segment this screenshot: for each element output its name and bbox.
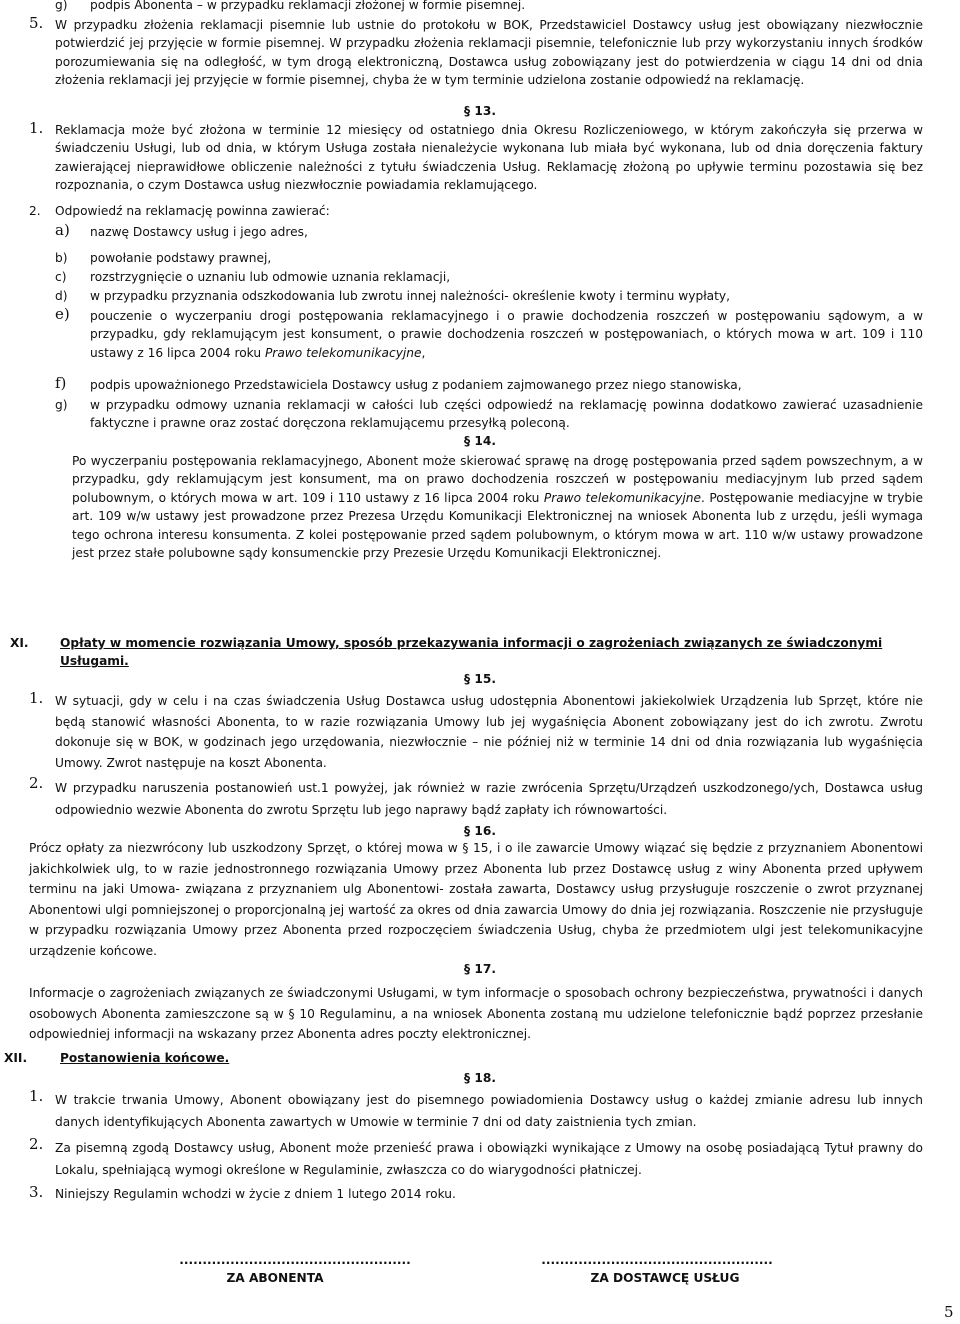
section-heading: § 18. [464, 1071, 496, 1085]
signature-line-right: .................................................. [541, 1253, 773, 1267]
paragraph-number: 2. [29, 1135, 44, 1153]
paragraph-text: Po wyczerpaniu postępowania reklamacyjnego, Abonent może skierować sprawę na drogę postępowania przed sądem powszechnym, a w przypadku, gdy reklamującym jest konsument, ma on prawo dochodzenia roszczeń w postępowaniu mediacyjnym lub przed sądem polubownym, o których mowa w art. 109 i 110 ustawy z 16 lipca 2004 roku Prawo telekomunikacyjne. Postępowanie mediacyjne w trybie art. 109 w/w ustawy jest prowadzone przez Prezesa Urzędu Komunikacji Elektronicznej na wniosek Abonenta lub z urzędu, jeśli wymaga tego ochrona interesu konsumenta. Z kolei postępowanie przed sądem polubownym, o którym mowa w art. 110 w/w ustawy prowadzone jest przez stałe polubowne sądy konsumenckie przy Prezesie Urzędu Komunikacji Elektronicznej. [72, 454, 923, 561]
list-label: a) [55, 221, 70, 239]
paragraph-text: Informacje o zagrożeniach związanych ze świadczonymi Usługami, w tym informacje o sposobach ochrony bezpieczeństwa, prywatności i danych osobowych Abonenta zamieszczone są w § 10 Regulaminu, a na wniosek Abonenta zostaną mu udzielone telefonicznie bądź poprzez przesłanie odpowiedniej informacji na wskazany przez Abonenta adres poczty elektronicznej. [29, 986, 923, 1041]
list-item-text: podpis upoważnionego Przedstawiciela Dostawcy usług z podaniem zajmowanego przez niego stanowiska, [90, 378, 742, 392]
section-heading: § 15. [464, 672, 496, 686]
chapter-number: XII. [4, 1051, 28, 1065]
signature-line-left: .................................................. [179, 1253, 411, 1267]
list-item-text: podpis Abonenta – w przypadku reklamacji złożonej w formie pisemnej. [90, 0, 526, 12]
list-item-text: rozstrzygnięcie o uznaniu lub odmowie uznania reklamacji, [90, 270, 451, 284]
list-item-text: powołanie podstawy prawnej, [90, 251, 272, 265]
signature-label-right: ZA DOSTAWCĘ USŁUG [590, 1271, 740, 1285]
section-heading: § 17. [464, 962, 496, 976]
list-item-text: w przypadku przyznania odszkodowania lub zwrotu innej należności- określenie kwoty i terminu wypłaty, [90, 289, 730, 303]
paragraph-number: 1. [29, 689, 44, 707]
paragraph-text: W przypadku złożenia reklamacji pisemnie lub ustnie do protokołu w BOK, Przedstawiciel Dostawcy usług jest obowiązany niezwłocznie potwierdzić jej przyjęcie w formie pisemnej. W przypadku złożenia reklamacji pisemnie, telefonicznie lub przy wykorzystaniu innych środków porozumiewania się na odległość, w tym drogą elektroniczną, Dostawca usług zobowiązany jest do potwierdzenia w ciągu 14 dni od dnia złożenia reklamacji jej przyjęcie w formie pisemnej, chyba że w tym terminie udzielona zostanie odpowiedź na reklamację. [55, 18, 923, 88]
page-number: 5 [944, 1303, 954, 1321]
paragraph-text: Prócz opłaty za niezwrócony lub uszkodzony Sprzęt, o której mowa w § 15, i o ile zawarcie Umowy wiązać się będzie z przyznaniem Abonentowi jakichkolwiek ulg, to w razie jednostronnego rozwiązania Umowy przez Abonenta lub przez Dostawcę usług z winy Abonenta przed upływem terminu na jaki Umowa- związana z przyznaniem ulg Abonentowi- została zawarta, Dostawcy usług przysługuje roszczenie o zwrot przyznanej Abonentowi ulgi pomniejszonej o proporcjonalną jej wartość za okres od dnia zawarcia Umowy do dnia jej rozwiązania. Roszczenie nie przysługuje w przypadku rozwiązania Umowy przez Abonenta przed rozpoczęciem świadczenia Usług, chyba że przedmiotem ulgi jest telekomunikacyjne urządzenie końcowe. [29, 841, 923, 958]
paragraph-text: W sytuacji, gdy w celu i na czas świadczenia Usług Dostawca usług udostępnia Abonentowi jakiekolwiek Urządzenia lub Sprzęt, które nie będą stanowić własności Abonenta, to w razie rozwiązania Umowy lub jej wygaśnięcia Abonent zobowiązany jest do ich zwrotu. Zwrotu dokonuje się w BOK, w godzinach jego urzędowania, niezwłocznie – nie później niż w terminie 14 dni od dnia rozwiązania lub wygaśnięcia Umowy. Zwrot następuje na koszt Abonenta. [55, 694, 923, 770]
section-heading: § 14. [464, 434, 496, 448]
list-item-text: pouczenie o wyczerpaniu drogi postępowania reklamacyjnego i o prawie dochodzenia roszczeń w postępowaniu sądowym, a w przypadku, gdy reklamującym jest konsument, o prawie dochodzenia roszczeń w postępowaniach, o których mowa w art. 109 i 110 ustawy z 16 lipca 2004 roku Prawo telekomunikacyjne, [90, 309, 923, 360]
signature-label-left: ZA ABONENTA [226, 1271, 324, 1285]
paragraph-number: 2. [29, 774, 44, 792]
list-label: g) [55, 398, 68, 412]
list-label: b) [55, 251, 68, 265]
list-label: d) [55, 289, 68, 303]
list-label: g) [55, 0, 68, 12]
list-item-text: nazwę Dostawcy usług i jego adres, [90, 225, 308, 239]
chapter-number: XI. [10, 636, 29, 650]
paragraph-text: Odpowiedź na reklamację powinna zawierać: [55, 204, 330, 218]
list-label: f) [55, 374, 67, 392]
list-item-text: w przypadku odmowy uznania reklamacji w całości lub części odpowiedź na reklamację powinna dodatkowo zawierać uzasadnienie faktyczne i prawne oraz zostać doręczona reklamującemu przesyłką poleconą. [90, 398, 923, 431]
section-heading: § 16. [464, 824, 496, 838]
chapter-title: Postanowienia końcowe. [60, 1051, 230, 1065]
section-heading: § 13. [464, 104, 496, 118]
list-label: e) [55, 305, 70, 323]
paragraph-text: Reklamacja może być złożona w terminie 12 miesięcy od ostatniego dnia Okresu Rozliczeniowego, w którym zakończyła się przerwa w świadczeniu Usługi, lub od dnia, w którym Usługa została nienależycie wykonana lub miała być wykonana, lub od dnia doręczenia faktury zawierającej nieprawidłowe obliczenie należności z tytułu świadczenia Usług. Reklamację złożoną po upływie terminu pozostawia się bez rozpoznania, o czym Dostawca usług niezwłocznie powiadamia reklamującego. [55, 123, 923, 193]
paragraph-text: Za pisemną zgodą Dostawcy usług, Abonent może przenieść prawa i obowiązki wynikające z Umowy na osobę posiadającą Tytuł prawny do Lokalu, spełniającą wymogi określone w Regulaminie, zwłaszcza co do wiarygodności płatniczej. [55, 1141, 923, 1177]
paragraph-number: 1. [29, 1087, 44, 1105]
chapter-title: Opłaty w momencie rozwiązania Umowy, sposób przekazywania informacji o zagrożeniach związanych ze świadczonymi Usługami. [60, 636, 883, 669]
paragraph-text: Niniejszy Regulamin wchodzi w życie z dniem 1 lutego 2014 roku. [55, 1187, 456, 1201]
paragraph-text: W trakcie trwania Umowy, Abonent obowiązany jest do pisemnego powiadomienia Dostawcy usług o każdej zmianie adresu lub innych danych identyfikujących Abonenta zawartych w Umowie w terminie 7 dni od daty zaistnienia tych zmian. [55, 1093, 923, 1129]
list-label: c) [55, 270, 67, 284]
paragraph-number: 3. [29, 1183, 44, 1201]
paragraph-text: W przypadku naruszenia postanowień ust.1 powyżej, jak również w razie zwrócenia Sprzętu/Urządzeń uszkodzonego/ych, Dostawca usług odpowiednio wezwie Abonenta do zwrotu Sprzętu lub jego naprawy bądź zapłaty ich równowartości. [55, 781, 923, 817]
paragraph-number: 1. [29, 119, 44, 137]
paragraph-number: 5. [29, 14, 44, 32]
paragraph-number: 2. [29, 204, 41, 218]
